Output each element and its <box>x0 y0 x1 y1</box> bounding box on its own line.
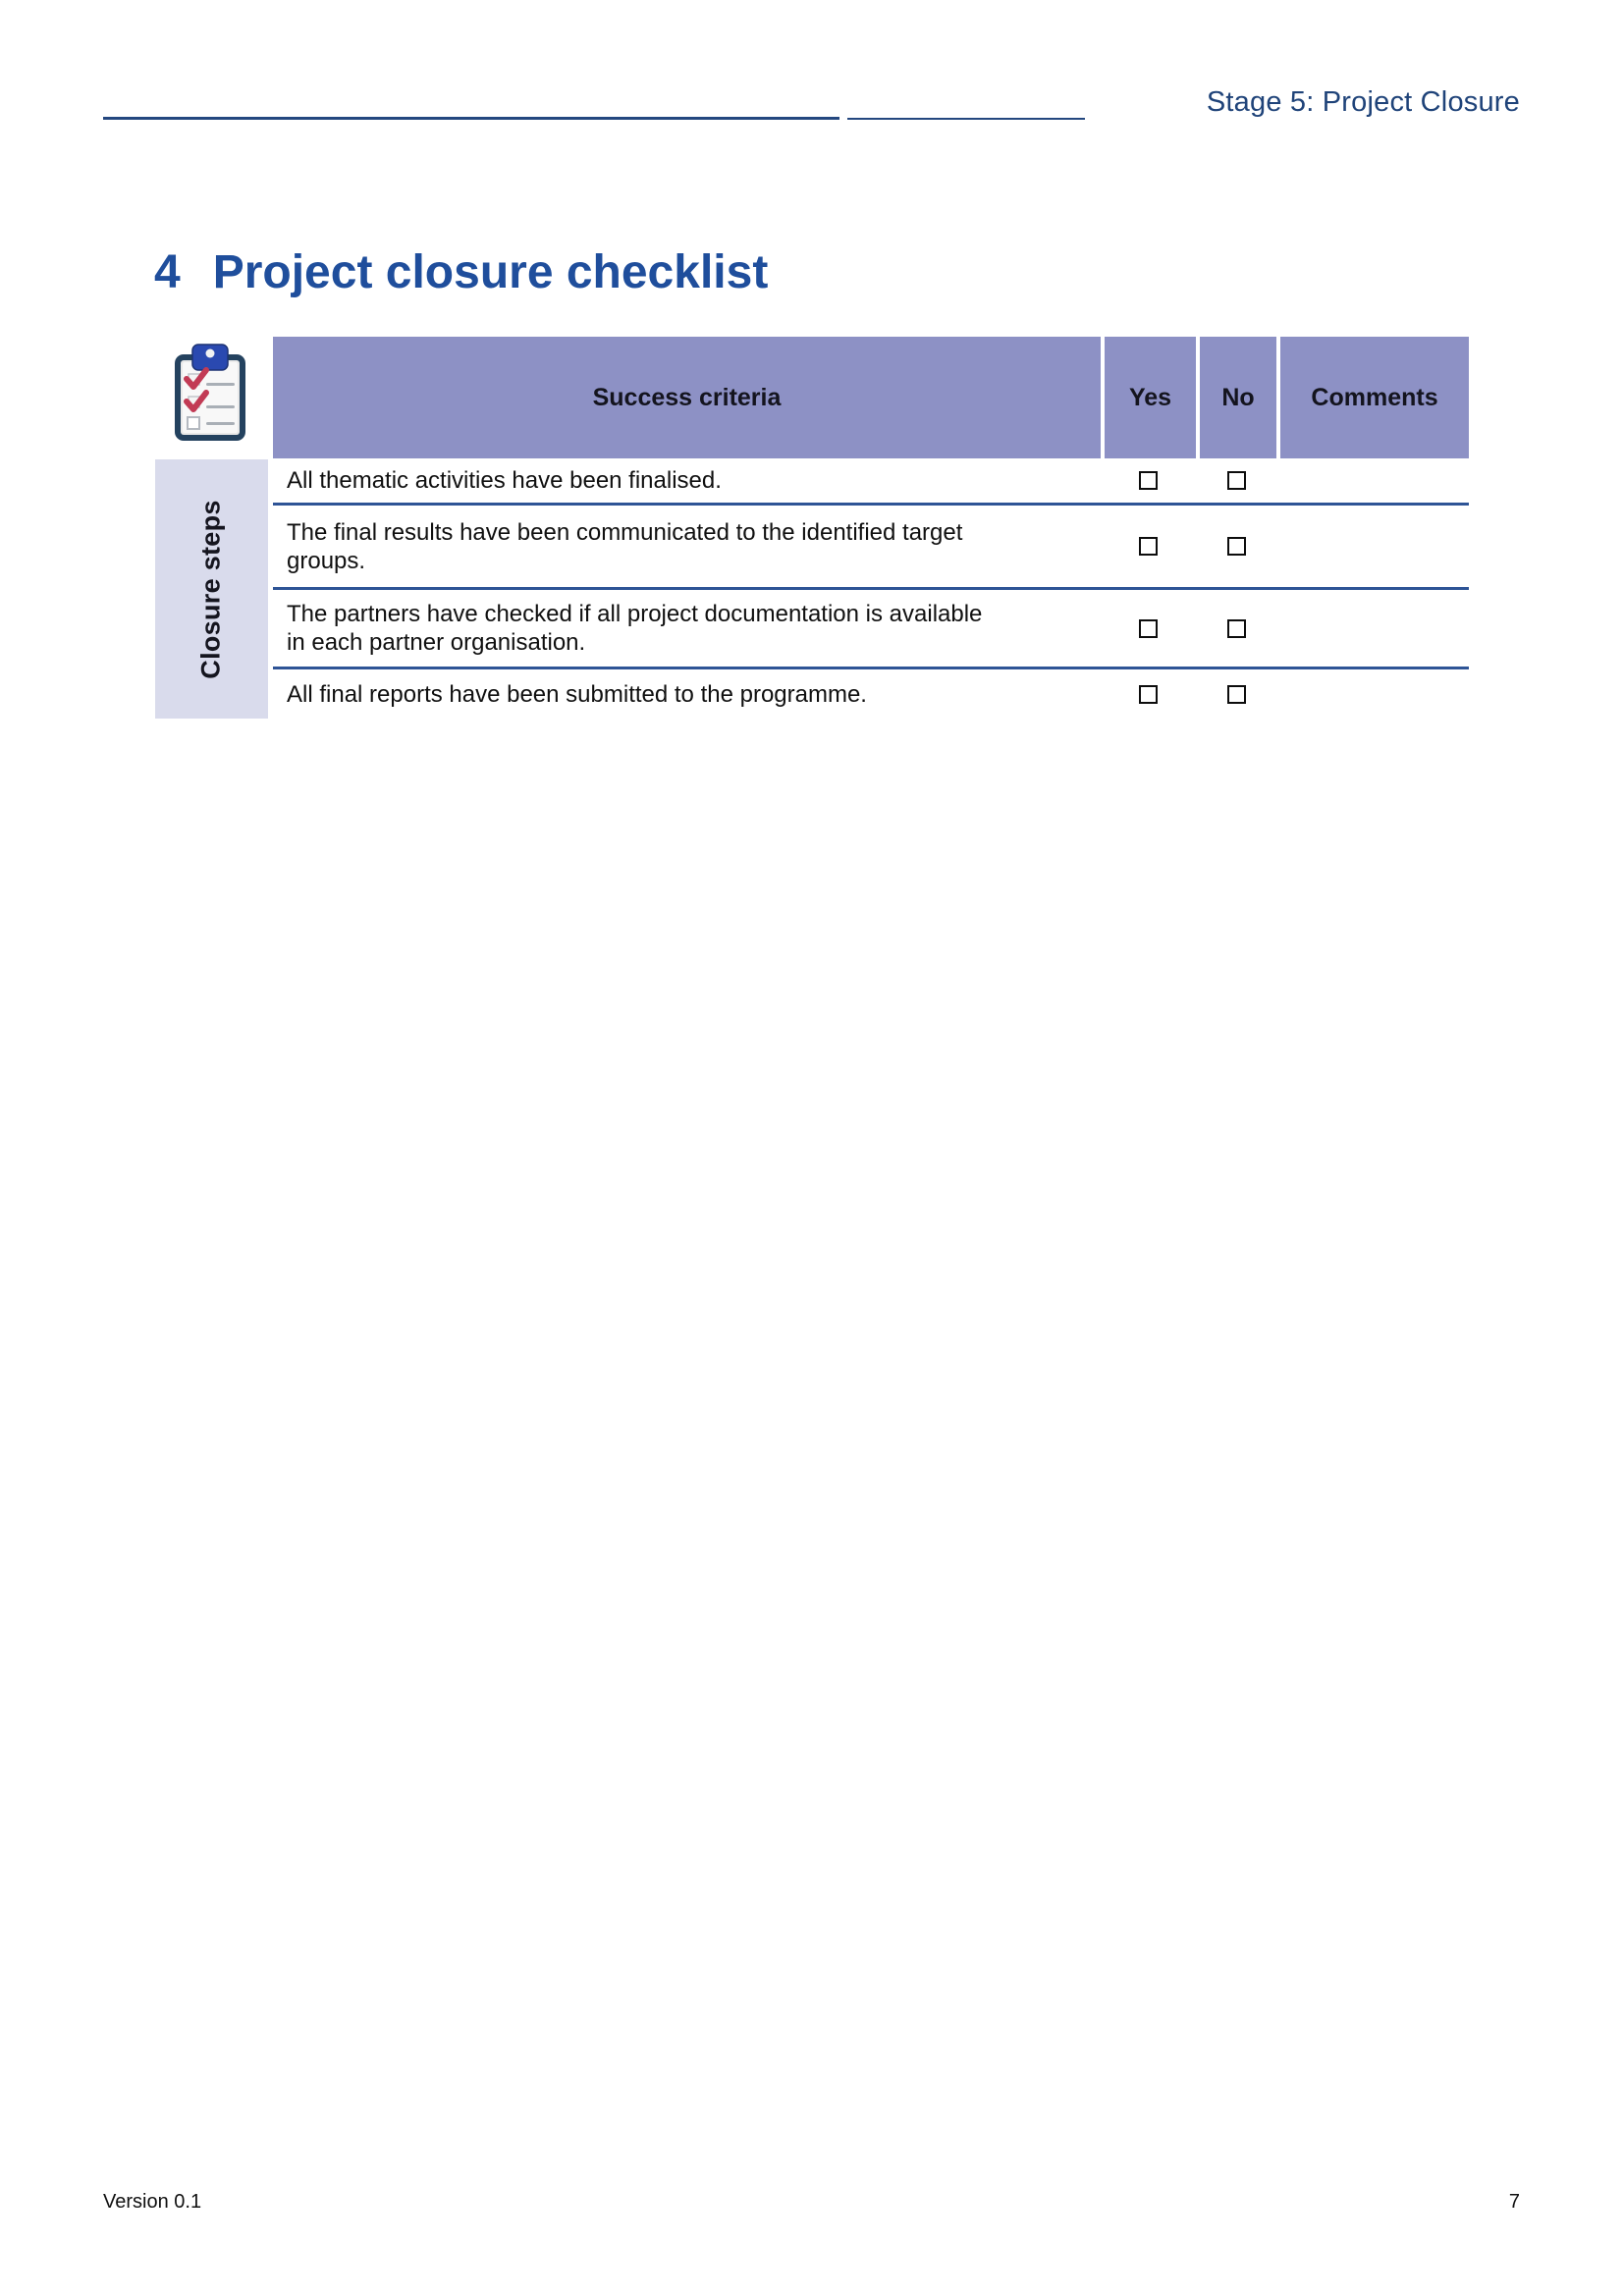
section-title: Project closure checklist <box>212 246 769 298</box>
criteria-text: All final reports have been submitted to the programme. <box>287 680 867 708</box>
yes-cell <box>1101 669 1196 719</box>
criteria-text: The final results have been communicated to the identified target groups. <box>287 518 963 574</box>
column-header-no: No <box>1196 337 1276 458</box>
comments-cell <box>1276 506 1469 587</box>
no-checkbox[interactable] <box>1227 685 1246 704</box>
column-header-success-criteria: Success criteria <box>592 383 782 411</box>
table-row <box>273 458 1469 506</box>
table-row <box>273 590 1469 669</box>
no-checkbox[interactable] <box>1227 471 1246 490</box>
criteria-text: All thematic activities have been finalised. <box>287 467 722 494</box>
criteria-cell <box>273 669 1101 719</box>
no-checkbox[interactable] <box>1227 537 1246 556</box>
table-header-row <box>273 337 1469 458</box>
section-heading <box>154 245 768 299</box>
comments-cell <box>1276 590 1469 667</box>
no-cell <box>1196 506 1276 587</box>
table-body <box>273 458 1469 719</box>
no-cell <box>1196 590 1276 667</box>
yes-cell <box>1101 506 1196 587</box>
column-header-comments: Comments <box>1276 337 1469 458</box>
column-header-yes: Yes <box>1101 337 1196 458</box>
header-rule-left <box>103 117 839 120</box>
no-checkbox[interactable] <box>1227 619 1246 638</box>
criteria-cell <box>273 458 1101 503</box>
header-rule-right <box>847 118 1085 120</box>
row-group-label: Closure steps <box>196 499 226 679</box>
criteria-text: The partners have checked if all project documentation is available in each partner organisation. <box>287 601 983 656</box>
clipboard-checklist-icon <box>172 342 248 444</box>
yes-cell <box>1101 458 1196 503</box>
criteria-cell <box>273 590 1101 667</box>
criteria-cell <box>273 506 1101 587</box>
row-group-band <box>155 459 268 719</box>
comments-cell <box>1276 458 1469 503</box>
yes-checkbox[interactable] <box>1139 537 1158 556</box>
yes-checkbox[interactable] <box>1139 685 1158 704</box>
comments-cell <box>1276 669 1469 719</box>
running-header-title: Stage 5: Project Closure <box>1206 86 1520 118</box>
section-number: 4 <box>154 246 181 298</box>
no-cell <box>1196 458 1276 503</box>
no-cell <box>1196 669 1276 719</box>
footer-version: Version 0.1 <box>103 2191 202 2213</box>
footer-page-number: 7 <box>1508 2191 1520 2213</box>
yes-checkbox[interactable] <box>1139 471 1158 490</box>
table-row <box>273 669 1469 719</box>
table-row <box>273 506 1469 590</box>
yes-cell <box>1101 590 1196 667</box>
yes-checkbox[interactable] <box>1139 619 1158 638</box>
